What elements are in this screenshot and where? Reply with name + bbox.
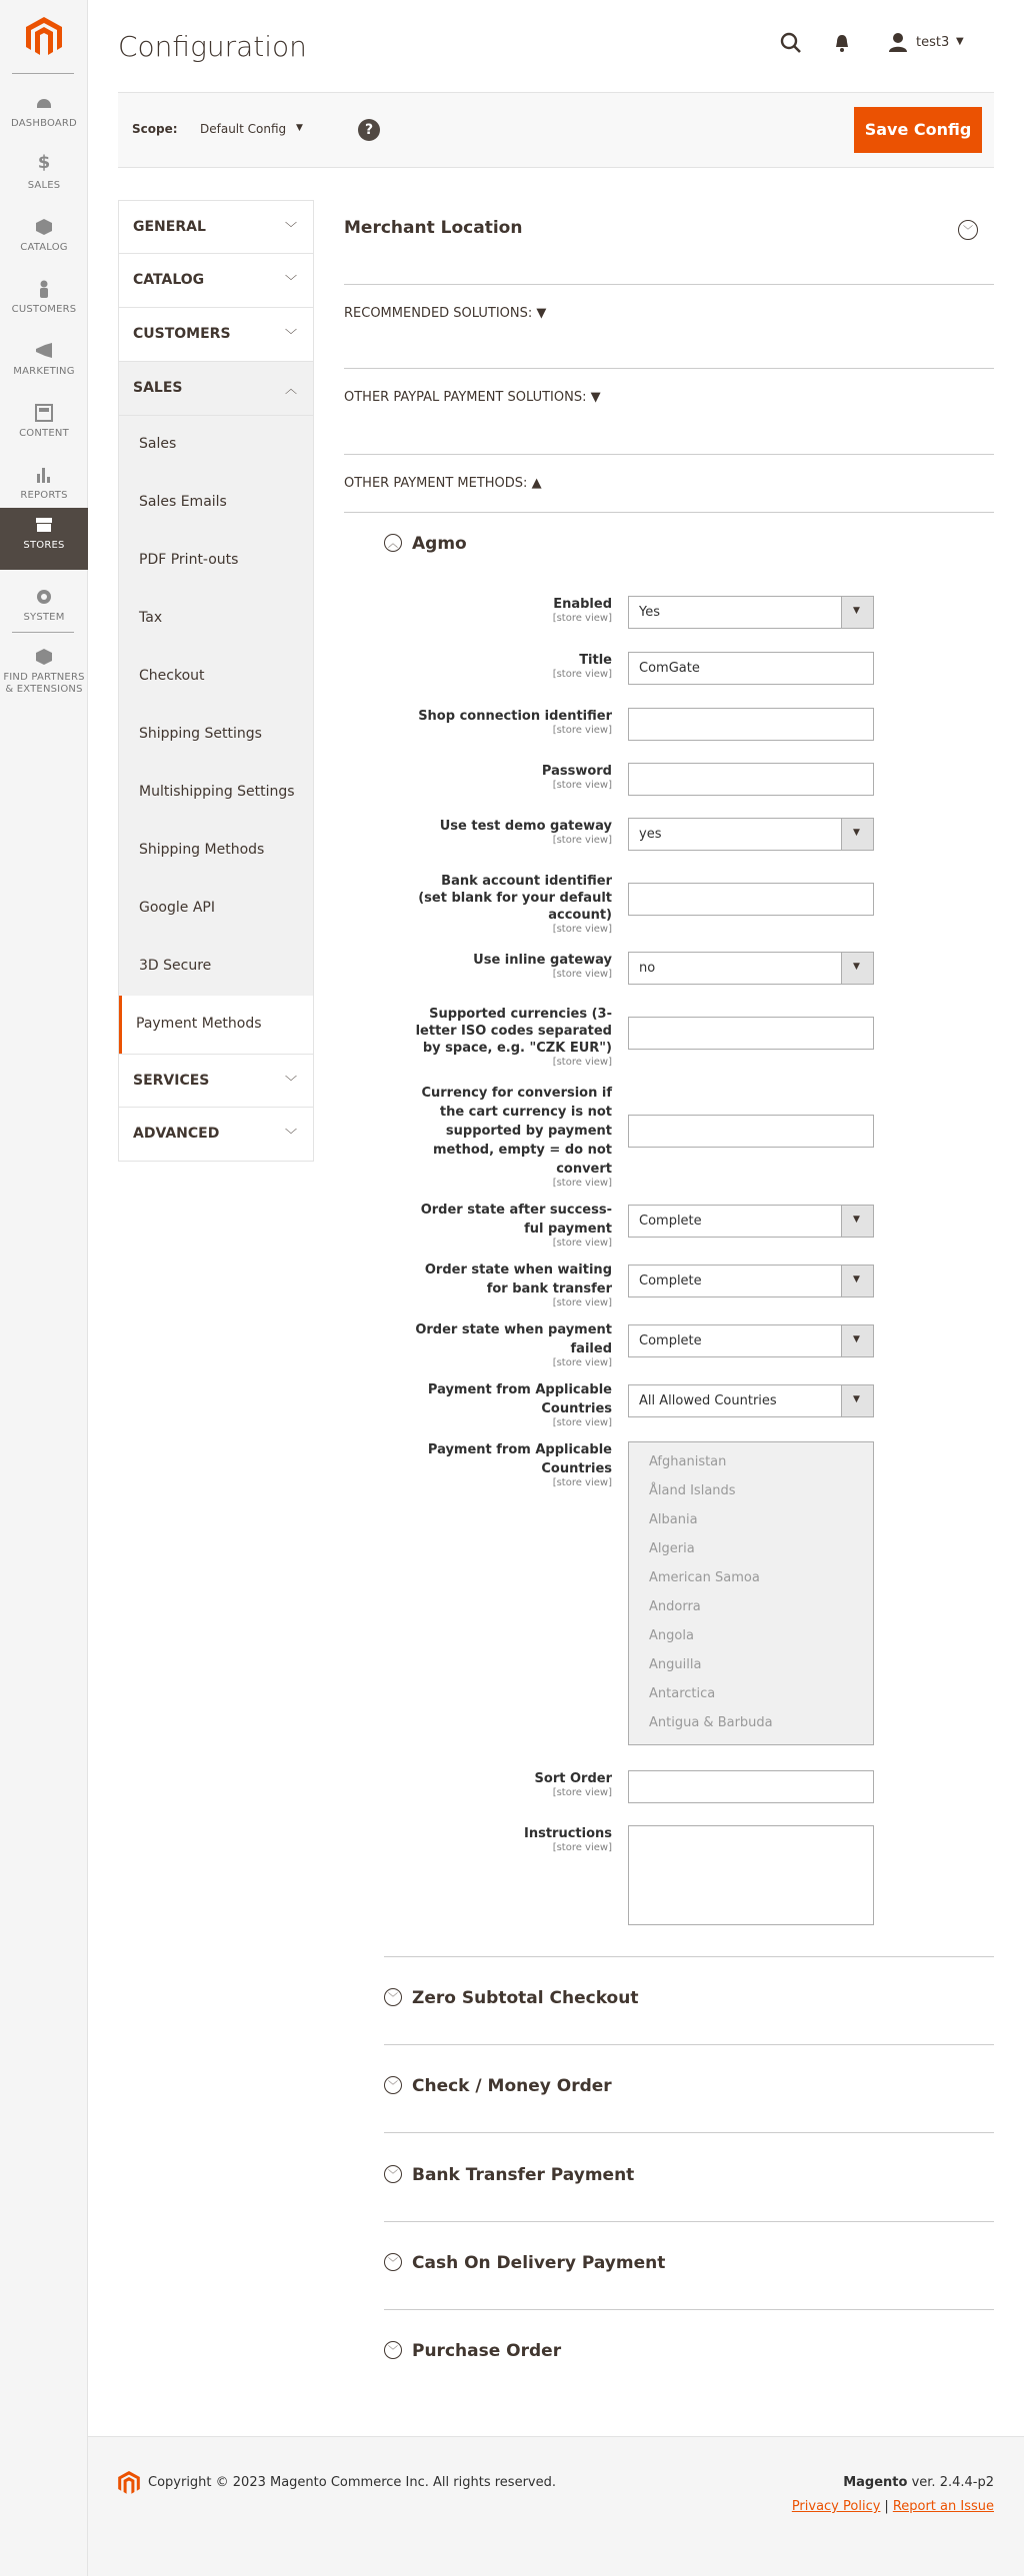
version-text: ver. 2.4.4-p2 xyxy=(911,2475,994,2490)
password-label: Password xyxy=(541,764,612,779)
tab-item-label: Sales Emails xyxy=(139,494,227,510)
currencies-label: Supported currencies (3- xyxy=(429,1007,612,1022)
test-gateway-label: Use test demo gateway xyxy=(439,819,612,834)
currencies-label: letter ISO codes separated xyxy=(415,1024,612,1039)
instructions-label: Instructions xyxy=(523,1826,612,1841)
state-waiting-label: for bank transfer xyxy=(486,1282,612,1296)
caret-down-icon: ▼ xyxy=(536,306,547,321)
dashboard-icon xyxy=(35,94,53,112)
conversion-label: convert xyxy=(556,1162,612,1177)
scope-value: Default Config xyxy=(200,122,287,136)
tab-sales[interactable] xyxy=(118,362,314,416)
group-title: Check / Money Order xyxy=(412,2076,612,2096)
user-menu[interactable] xyxy=(888,32,984,54)
specific-countries-label: Countries xyxy=(541,1461,612,1476)
country-option: Angola xyxy=(649,1628,694,1643)
tab-item-label: Google API xyxy=(139,900,215,916)
input-value: ComGate xyxy=(639,661,700,676)
bank-account-label: account) xyxy=(548,908,612,923)
expand-circle-icon: ﹀ xyxy=(384,1988,402,2006)
admin-sidebar xyxy=(0,0,88,2576)
privacy-policy-link[interactable]: Privacy Policy xyxy=(791,2499,881,2514)
nav-label: & EXTENSIONS xyxy=(5,684,83,695)
scope-hint: [store view] xyxy=(552,1477,612,1488)
scope-label: Scope: xyxy=(132,122,178,136)
scope-hint: [store view] xyxy=(552,613,612,624)
expand-circle-icon: ﹀ xyxy=(384,2165,402,2183)
select-value: Yes xyxy=(639,605,660,620)
main-area xyxy=(88,0,1024,2576)
divider xyxy=(384,1956,994,1957)
divider xyxy=(384,2309,994,2310)
dollar-icon: $ xyxy=(37,152,51,173)
tab-item-sales-emails[interactable] xyxy=(119,474,313,532)
user-name: test3 xyxy=(916,35,950,50)
caret-down-icon: ▼ xyxy=(853,1215,860,1225)
shop-id-label: Shop connection identifier xyxy=(418,709,612,724)
divider xyxy=(344,368,994,369)
select-value: All Allowed Countries xyxy=(639,1393,777,1408)
scope-hint: [store view] xyxy=(552,1178,612,1189)
scope-hint: [store view] xyxy=(552,835,612,846)
report-issue-link[interactable]: Report an Issue xyxy=(892,2499,994,2514)
chevron-down-icon: ﹀ xyxy=(284,1075,297,1089)
other-paypal-toggle[interactable] xyxy=(344,390,601,405)
tab-item-checkout[interactable] xyxy=(119,648,313,706)
nav-divider xyxy=(12,632,74,633)
test-gateway-select[interactable] xyxy=(628,818,874,851)
state-failed-select[interactable] xyxy=(628,1324,874,1357)
chevron-down-icon: ▼ xyxy=(956,36,964,47)
enabled-select[interactable] xyxy=(628,596,874,629)
instructions-textarea[interactable] xyxy=(628,1825,874,1925)
scope-hint: [store view] xyxy=(552,1357,612,1368)
tab-item-google-api[interactable] xyxy=(119,880,313,938)
zero-subtotal-group[interactable] xyxy=(384,1988,994,2010)
conversion-label: method, empty = do not xyxy=(433,1143,612,1158)
conversion-label: supported by payment xyxy=(445,1124,612,1139)
country-option: Åland Islands xyxy=(649,1483,736,1498)
country-option: Algeria xyxy=(649,1541,695,1556)
divider xyxy=(344,284,994,285)
select-value: yes xyxy=(639,827,662,842)
tab-customers[interactable] xyxy=(118,308,314,362)
country-option: American Samoa xyxy=(649,1570,760,1585)
currencies-input[interactable] xyxy=(628,1017,874,1050)
select-value: Complete xyxy=(639,1333,702,1348)
applicable-countries-label: Payment from Applicable xyxy=(427,1382,612,1397)
conversion-label: the cart currency is not xyxy=(439,1105,612,1120)
cash-on-delivery-group[interactable] xyxy=(384,2253,994,2275)
nav-divider xyxy=(12,73,74,74)
scope-switcher[interactable] xyxy=(200,120,310,142)
country-option: Andorra xyxy=(649,1599,701,1614)
password-input[interactable] xyxy=(628,763,874,796)
enabled-label: Enabled xyxy=(553,597,612,612)
caret-down-icon: ▼ xyxy=(853,1334,860,1344)
title-label: Title xyxy=(579,653,612,668)
scope-hint: [store view] xyxy=(552,1238,612,1249)
tab-catalog[interactable] xyxy=(118,254,314,308)
sort-order-label: Sort Order xyxy=(534,1771,612,1786)
divider xyxy=(344,454,994,455)
divider xyxy=(384,2132,994,2133)
scope-hint: [store view] xyxy=(552,1057,612,1068)
nav-item-find-partners[interactable] xyxy=(0,640,88,704)
group-title: Bank Transfer Payment xyxy=(412,2165,635,2185)
select-toggle xyxy=(841,953,873,984)
tab-item-label: Checkout xyxy=(139,668,205,684)
gear-icon xyxy=(35,588,53,606)
nav-item-sales[interactable] xyxy=(0,148,88,210)
sales-tab-items xyxy=(118,416,314,1054)
country-option: Afghanistan xyxy=(649,1454,727,1469)
tab-item-label: Multishipping Settings xyxy=(139,784,295,800)
inline-gateway-label: Use inline gateway xyxy=(473,953,612,968)
caret-up-icon: ▲ xyxy=(531,476,542,491)
nav-item-dashboard[interactable] xyxy=(0,86,88,148)
country-option: Antarctica xyxy=(649,1686,716,1701)
shop-id-input[interactable] xyxy=(628,708,874,741)
nav-label: SYSTEM xyxy=(23,612,65,623)
person-icon xyxy=(35,280,53,298)
title-input[interactable] xyxy=(628,652,874,685)
specific-countries-multiselect[interactable] xyxy=(628,1441,874,1745)
state-failed-label: Order state when payment xyxy=(415,1322,612,1337)
scope-hint: [store view] xyxy=(552,669,612,680)
page-footer xyxy=(88,2436,1024,2576)
tab-services[interactable] xyxy=(118,1054,314,1108)
chevron-down-icon: ﹀ xyxy=(284,328,297,342)
tab-item-label: Shipping Methods xyxy=(139,842,265,858)
tab-item-payment-methods[interactable] xyxy=(119,996,313,1054)
scope-hint: [store view] xyxy=(552,1417,612,1428)
tab-advanced[interactable] xyxy=(118,1108,314,1162)
tab-item-label: Payment Methods xyxy=(136,1016,262,1032)
applicable-countries-select[interactable] xyxy=(628,1384,874,1417)
divider xyxy=(384,2221,994,2222)
expand-circle-icon[interactable]: ﹀ xyxy=(958,220,978,240)
conversion-input[interactable] xyxy=(628,1115,874,1148)
scope-hint: [store view] xyxy=(552,1787,612,1798)
state-success-label: ful payment xyxy=(524,1222,612,1237)
tab-label: SERVICES xyxy=(133,1073,210,1089)
tab-label: CUSTOMERS xyxy=(133,326,231,342)
group-title: Zero Subtotal Checkout xyxy=(412,1988,639,2008)
tab-item-sales[interactable] xyxy=(119,416,313,474)
nav-label: REPORTS xyxy=(20,490,68,501)
sort-order-input[interactable] xyxy=(628,1770,874,1803)
check-money-order-group[interactable] xyxy=(384,2076,994,2098)
tab-item-label: Shipping Settings xyxy=(139,726,262,742)
tab-item-tax[interactable] xyxy=(119,590,313,648)
state-success-label: Order state after success- xyxy=(420,1203,612,1218)
collapse-circle-icon: ︿ xyxy=(384,534,402,552)
store-icon xyxy=(35,516,53,534)
tab-item-shipping-settings[interactable] xyxy=(119,706,313,764)
nav-item-content[interactable] xyxy=(0,396,88,458)
layout-icon xyxy=(35,404,53,422)
brand-name: Magento xyxy=(843,2475,908,2490)
group-title: Cash On Delivery Payment xyxy=(412,2253,666,2273)
country-option: Anguilla xyxy=(649,1657,702,1672)
group-title: Purchase Order xyxy=(412,2341,562,2361)
caret-down-icon: ▼ xyxy=(853,1394,860,1404)
agmo-title: Agmo xyxy=(412,534,467,554)
user-icon xyxy=(888,32,908,52)
box-icon xyxy=(35,218,53,236)
link-separator: | xyxy=(884,2499,889,2514)
bank-account-label: (set blank for your default xyxy=(418,891,612,906)
conversion-label: Currency for conversion if xyxy=(421,1086,612,1101)
nav-label: FIND PARTNERS xyxy=(3,672,85,683)
tab-item-pdf-printouts[interactable] xyxy=(119,532,313,590)
nav-label: DASHBOARD xyxy=(11,118,77,129)
other-payment-methods-toggle[interactable] xyxy=(344,476,542,491)
scope-hint: [store view] xyxy=(552,780,612,791)
magento-logo-icon xyxy=(26,17,62,57)
applicable-countries-label: Countries xyxy=(541,1401,612,1416)
tab-item-label: Tax xyxy=(139,610,163,626)
state-success-select[interactable] xyxy=(628,1205,874,1238)
tab-label: SALES xyxy=(133,380,183,396)
nav-label: STORES xyxy=(23,540,65,551)
scope-hint: [store view] xyxy=(552,969,612,980)
chevron-down-icon: ▼ xyxy=(296,123,303,133)
currencies-label: by space, e.g. "CZK EUR") xyxy=(422,1041,612,1056)
chevron-down-icon: ﹀ xyxy=(284,221,297,235)
bank-account-label: Bank account identifier xyxy=(441,874,612,889)
tab-label: ADVANCED xyxy=(133,1126,220,1142)
nav-label: SALES xyxy=(27,180,61,191)
other-paypal-label: OTHER PAYPAL PAYMENT SOLUTIONS: xyxy=(344,390,587,405)
caret-down-icon: ▼ xyxy=(853,606,860,616)
tab-item-3d-secure[interactable] xyxy=(119,938,313,996)
state-waiting-label: Order state when waiting xyxy=(424,1263,612,1278)
footer-links xyxy=(792,2499,994,2514)
select-toggle xyxy=(841,819,873,850)
tab-item-label: 3D Secure xyxy=(139,958,212,974)
tab-label: CATALOG xyxy=(133,272,205,288)
tab-label: GENERAL xyxy=(133,219,206,235)
select-value: no xyxy=(639,961,656,976)
save-config-button[interactable]: Save Config xyxy=(854,107,982,153)
scope-hint: [store view] xyxy=(552,1842,612,1853)
scope-hint: [store view] xyxy=(552,725,612,736)
header-actions xyxy=(780,30,984,56)
version-info xyxy=(843,2475,994,2490)
nav-label: CONTENT xyxy=(19,428,69,439)
magento-logo-icon xyxy=(118,2471,140,2495)
select-toggle xyxy=(841,1325,873,1356)
divider xyxy=(384,2044,994,2045)
inline-gateway-select[interactable] xyxy=(628,952,874,985)
bank-account-input[interactable] xyxy=(628,883,874,916)
megaphone-icon xyxy=(35,342,53,360)
caret-down-icon: ▼ xyxy=(853,1275,860,1285)
bar-chart-icon xyxy=(35,466,53,484)
select-toggle xyxy=(841,1385,873,1416)
nav-item-catalog[interactable] xyxy=(0,210,88,272)
chevron-down-icon: ﹀ xyxy=(284,1128,297,1142)
tab-item-shipping-methods[interactable] xyxy=(119,822,313,880)
tab-general[interactable] xyxy=(118,200,314,254)
chevron-down-icon: ﹀ xyxy=(284,274,297,288)
scope-bar xyxy=(118,92,994,168)
state-failed-label: failed xyxy=(570,1341,612,1356)
expand-circle-icon: ﹀ xyxy=(384,2253,402,2271)
expand-circle-icon: ﹀ xyxy=(384,2341,402,2359)
state-waiting-select[interactable] xyxy=(628,1265,874,1297)
nav-item-marketing[interactable] xyxy=(0,334,88,396)
tab-item-label: PDF Print-outs xyxy=(139,552,239,568)
caret-down-icon: ▼ xyxy=(590,390,601,405)
merchant-location-heading[interactable]: Merchant Location xyxy=(344,218,523,238)
select-toggle xyxy=(841,1206,873,1237)
nav-label: CUSTOMERS xyxy=(11,304,77,315)
recommended-solutions-toggle[interactable] xyxy=(344,306,546,321)
select-toggle xyxy=(841,1266,873,1296)
search-icon[interactable] xyxy=(780,32,802,54)
purchase-order-group[interactable] xyxy=(384,2341,994,2363)
caret-down-icon: ▼ xyxy=(853,962,860,972)
page-title: Configuration xyxy=(118,30,307,63)
config-tabs xyxy=(118,200,314,1162)
select-value: Complete xyxy=(639,1274,702,1288)
select-value: Complete xyxy=(639,1214,702,1229)
country-option: Albania xyxy=(649,1512,698,1527)
copyright-text: Copyright © 2023 Magento Commerce Inc. All rights reserved. xyxy=(148,2475,556,2490)
scope-hint: [store view] xyxy=(552,1297,612,1308)
caret-down-icon: ▼ xyxy=(853,828,860,838)
nav-item-customers[interactable] xyxy=(0,272,88,334)
tab-item-multishipping[interactable] xyxy=(119,764,313,822)
recommended-solutions-label: RECOMMENDED SOLUTIONS: xyxy=(344,306,533,321)
magento-logo[interactable] xyxy=(0,0,88,74)
expand-circle-icon: ﹀ xyxy=(384,2076,402,2094)
scope-hint: [store view] xyxy=(552,924,612,935)
tab-item-label: Sales xyxy=(139,436,177,452)
nav-label: MARKETING xyxy=(13,366,75,377)
cube-icon xyxy=(35,648,53,666)
other-payment-methods-label: OTHER PAYMENT METHODS: xyxy=(344,476,528,491)
nav-item-stores[interactable] xyxy=(0,508,88,570)
country-option: Antigua & Barbuda xyxy=(649,1715,773,1730)
nav-label: CATALOG xyxy=(20,242,68,253)
help-icon[interactable]: ? xyxy=(358,119,380,141)
bank-transfer-group[interactable] xyxy=(384,2165,994,2187)
specific-countries-label: Payment from Applicable xyxy=(427,1442,612,1457)
select-toggle xyxy=(841,597,873,628)
bell-icon[interactable] xyxy=(832,33,852,53)
chevron-up-icon: ︿ xyxy=(284,382,297,396)
divider xyxy=(344,512,994,513)
